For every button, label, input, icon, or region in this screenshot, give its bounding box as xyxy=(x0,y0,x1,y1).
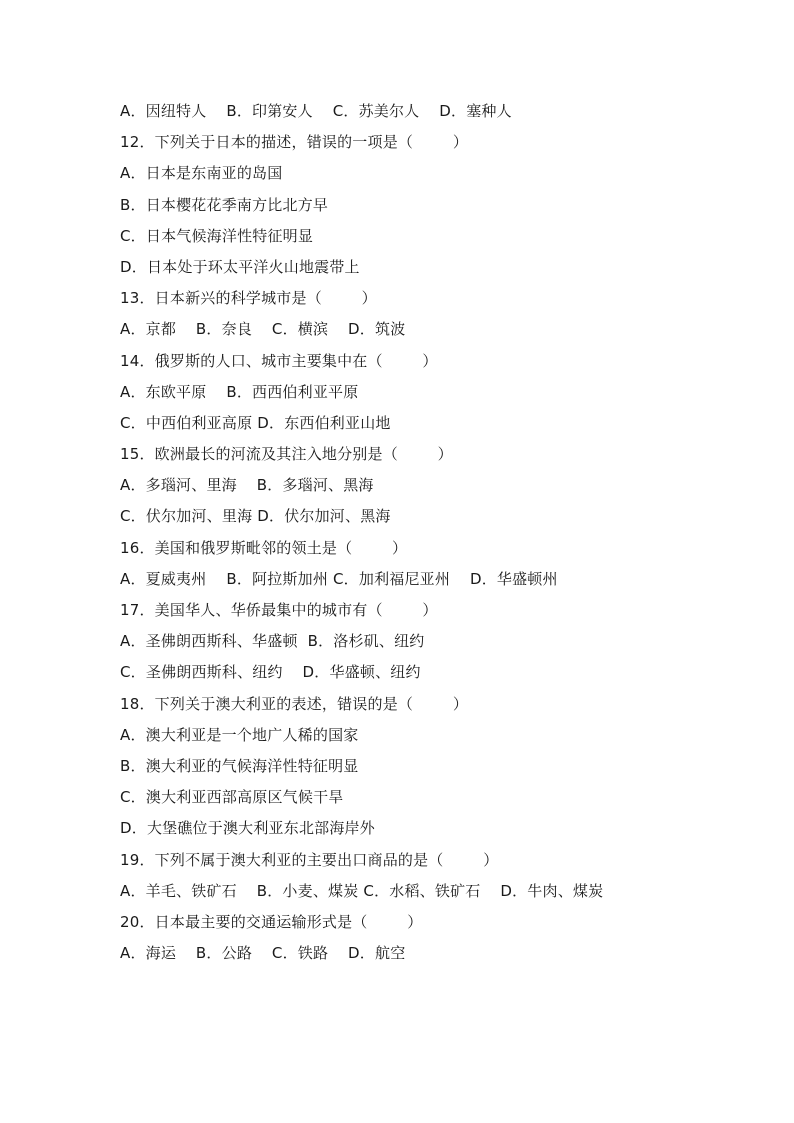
q17-options-cd: C．圣佛朗西斯科、纽约 D．华盛顿、纽约 xyxy=(120,663,421,682)
q16-options: A．夏威夷州 B．阿拉斯加州 C．加利福尼亚州 D．华盛顿州 xyxy=(120,569,558,588)
question-list xyxy=(120,99,760,972)
q20-stem: 20．日本最主要的交通运输形式是（ ） xyxy=(120,912,423,931)
q12-option-d: D．日本处于环太平洋火山地震带上 xyxy=(120,257,360,276)
q18-stem: 18．下列关于澳大利亚的表述，错误的是（ ） xyxy=(120,694,469,713)
q20-options: A．海运 B．公路 C．铁路 D．航空 xyxy=(120,944,406,963)
q18-option-d: D．大堡礁位于澳大利亚东北部海岸外 xyxy=(120,819,375,838)
q16-stem: 16．美国和俄罗斯毗邻的领土是（ ） xyxy=(120,538,408,557)
q14-options-ab: A．东欧平原 B．西西伯利亚平原 xyxy=(120,382,359,401)
q13-options: A．京都 B．奈良 C．横滨 D．筑波 xyxy=(120,320,406,339)
q13-stem: 13．日本新兴的科学城市是（ ） xyxy=(120,289,377,308)
q17-stem: 17．美国华人、华侨最集中的城市有（ ） xyxy=(120,601,438,619)
q14-options-cd: C．中西伯利亚高原 D．东西伯利亚山地 xyxy=(120,413,391,432)
q12-stem: 12．下列关于日本的描述，错误的一项是（ ） xyxy=(120,133,469,152)
q11-options: A．因纽特人 B．印第安人 C．苏美尔人 D．塞种人 xyxy=(120,102,512,120)
q15-options-cd: C．伏尔加河、里海 D．伏尔加河、黑海 xyxy=(120,507,391,526)
q12-option-b: B．日本樱花花季南方比北方早 xyxy=(120,195,329,214)
q15-stem: 15．欧洲最长的河流及其注入地分别是（ ） xyxy=(120,445,453,464)
q17-options-ab: A．圣佛朗西斯科、华盛顿 B．洛杉矶、纽约 xyxy=(120,632,425,651)
q12-option-c: C．日本气候海洋性特征明显 xyxy=(120,226,314,245)
q19-options: A．羊毛、铁矿石 B．小麦、煤炭 C．水稻、铁矿石 D．牛肉、煤炭 xyxy=(120,881,604,900)
q18-option-c: C．澳大利亚西部高原区气候干旱 xyxy=(120,788,344,807)
q12-option-a: A．日本是东南亚的岛国 xyxy=(120,164,283,183)
q18-option-b: B．澳大利亚的气候海洋性特征明显 xyxy=(120,756,359,775)
q18-option-a: A．澳大利亚是一个地广人稀的国家 xyxy=(120,725,359,744)
q19-stem: 19．下列不属于澳大利亚的主要出口商品的是（ ） xyxy=(120,850,499,869)
q15-options-ab: A．多瑙河、里海 B．多瑙河、黑海 xyxy=(120,476,374,495)
q14-stem: 14．俄罗斯的人口、城市主要集中在（ ） xyxy=(120,351,438,370)
